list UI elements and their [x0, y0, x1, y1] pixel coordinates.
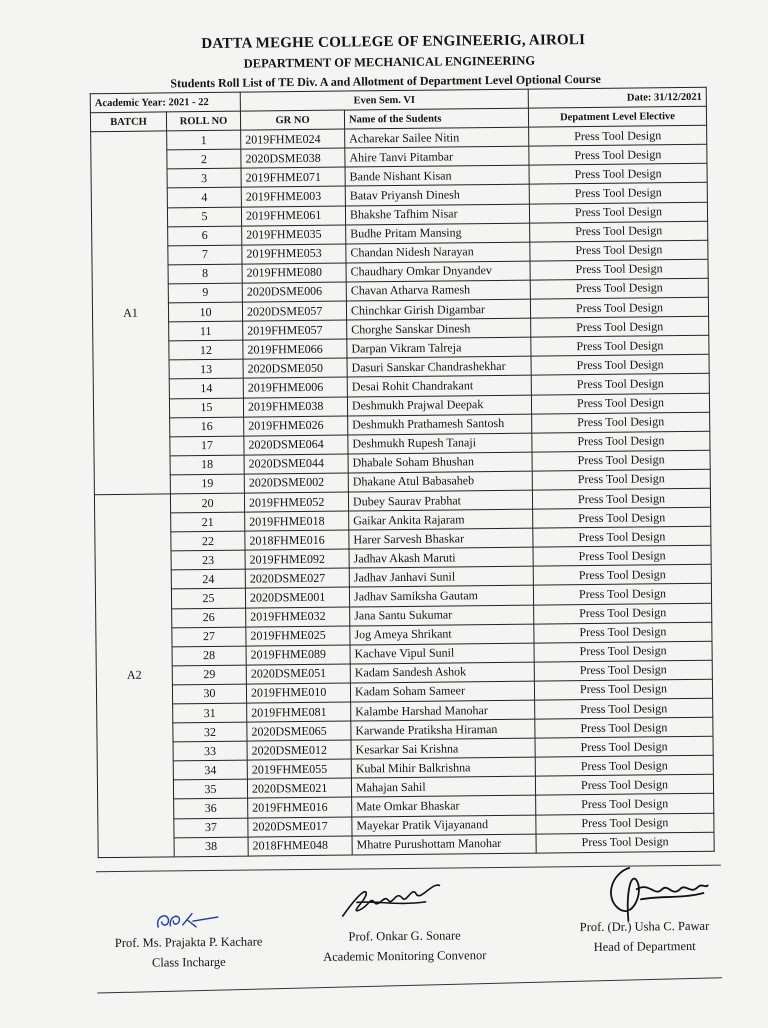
- student-name-cell: Gaikar Ankita Rajaram: [349, 509, 533, 530]
- elective-cell: Press Tool Design: [530, 240, 708, 261]
- bottom-divider: [97, 977, 722, 993]
- signatory-2-role: Academic Monitoring Convenor: [323, 948, 487, 964]
- elective-cell: Press Tool Design: [530, 221, 708, 242]
- gr-no-cell: 2019FHME089: [246, 645, 350, 665]
- roll-no-cell: 30: [172, 684, 246, 704]
- student-name-cell: Darpan Vikram Talreja: [347, 337, 531, 358]
- roll-no-cell: 2: [167, 149, 241, 169]
- elective-cell: Press Tool Design: [534, 603, 712, 624]
- gr-no-cell: 2019FHME092: [245, 549, 349, 569]
- elective-cell: Press Tool Design: [531, 355, 709, 376]
- roll-no-cell: 5: [167, 207, 241, 227]
- gr-no-cell: 2019FHME052: [244, 492, 348, 512]
- elective-cell: Press Tool Design: [535, 756, 713, 777]
- student-name-cell: Karwande Pratiksha Hiraman: [351, 719, 535, 740]
- gr-no-cell: 2019FHME057: [243, 320, 347, 340]
- gr-no-cell: 2019FHME055: [247, 759, 351, 779]
- batch-a1: A1: [91, 131, 171, 495]
- elective-cell: Press Tool Design: [534, 641, 712, 662]
- roll-no-cell: 36: [174, 799, 248, 819]
- roll-no-cell: 32: [173, 722, 247, 742]
- gr-no-cell: 2020DSME057: [242, 301, 346, 321]
- elective-cell: Press Tool Design: [533, 526, 711, 547]
- signatory-1-name: Prof. Ms. Prajakta P. Kachare: [114, 934, 263, 951]
- elective-cell: Press Tool Design: [535, 775, 713, 796]
- roll-no-cell: 21: [171, 512, 245, 532]
- elective-cell: Press Tool Design: [536, 832, 714, 853]
- elective-cell: Press Tool Design: [534, 679, 712, 700]
- elective-cell: Press Tool Design: [529, 202, 707, 223]
- student-name-cell: Kachave Vipul Sunil: [350, 643, 534, 664]
- gr-no-cell: 2020DSME001: [245, 587, 349, 607]
- col-name: Name of the Sudents: [344, 108, 528, 129]
- roll-no-cell: 19: [170, 474, 244, 494]
- gr-no-cell: 2020DSME027: [245, 568, 349, 588]
- roll-no-cell: 27: [172, 627, 246, 647]
- document-date: Date: 31/12/2021: [528, 87, 706, 108]
- student-name-cell: Kadam Sandesh Ashok: [350, 662, 534, 683]
- elective-cell: Press Tool Design: [534, 660, 712, 681]
- roll-no-cell: 34: [173, 760, 247, 780]
- gr-no-cell: 2020DSME012: [247, 740, 351, 760]
- elective-cell: Press Tool Design: [531, 374, 709, 395]
- gr-no-cell: 2019FHME035: [242, 225, 346, 245]
- gr-no-cell: 2020DSME044: [244, 454, 348, 474]
- gr-no-cell: 2019FHME006: [243, 377, 347, 397]
- roll-no-cell: 7: [168, 245, 242, 265]
- student-name-cell: Deshmukh Rupesh Tanaji: [348, 433, 532, 454]
- elective-cell: Press Tool Design: [535, 736, 713, 757]
- elective-cell: Press Tool Design: [532, 450, 710, 471]
- roll-no-cell: 38: [174, 837, 248, 857]
- elective-cell: Press Tool Design: [531, 393, 709, 414]
- semester: Even Sem. VI: [240, 89, 528, 111]
- elective-cell: Press Tool Design: [533, 545, 711, 566]
- roll-no-cell: 33: [173, 741, 247, 761]
- student-name-cell: Kubal Mihir Balkrishna: [351, 757, 535, 778]
- gr-no-cell: 2019FHME081: [247, 702, 351, 722]
- gr-no-cell: 2020DSME006: [242, 282, 346, 302]
- col-gr-no: GR NO: [240, 110, 344, 130]
- student-name-cell: Chinchkar Girish Digambar: [346, 299, 530, 320]
- roll-no-cell: 17: [170, 436, 244, 456]
- student-name-cell: Kadam Soham Sameer: [350, 681, 534, 702]
- gr-no-cell: 2019FHME071: [241, 167, 345, 187]
- elective-cell: Press Tool Design: [531, 316, 709, 337]
- student-name-cell: Harer Sarvesh Bhaskar: [349, 528, 533, 549]
- roll-no-cell: 23: [171, 550, 245, 570]
- signatory-3-role: Head of Department: [593, 938, 696, 954]
- elective-cell: Press Tool Design: [532, 469, 710, 490]
- elective-cell: Press Tool Design: [532, 431, 710, 452]
- roll-no-cell: 1: [167, 130, 241, 150]
- student-name-cell: Batav Priyansh Dinesh: [345, 185, 529, 206]
- elective-cell: Press Tool Design: [529, 145, 707, 166]
- elective-cell: Press Tool Design: [534, 622, 712, 643]
- gr-no-cell: 2019FHME026: [244, 416, 348, 436]
- gr-no-cell: 2019FHME024: [241, 129, 345, 149]
- roll-no-cell: 9: [168, 283, 242, 303]
- roll-no-cell: 25: [171, 589, 245, 609]
- elective-cell: Press Tool Design: [535, 698, 713, 719]
- col-elective: Depatment Level Elective: [528, 106, 706, 127]
- roll-no-cell: 22: [171, 531, 245, 551]
- elective-cell: Press Tool Design: [536, 813, 714, 834]
- roll-no-cell: 29: [172, 665, 246, 685]
- elective-cell: Press Tool Design: [533, 565, 711, 586]
- roll-no-cell: 24: [171, 569, 245, 589]
- signatory-2-name: Prof. Onkar G. Sonare: [348, 928, 461, 944]
- signature-pawar-icon: [600, 859, 711, 928]
- student-name-cell: Bhakshe Tafhim Nisar: [345, 204, 529, 225]
- student-name-cell: Dhakane Atul Babasaheb: [348, 471, 532, 492]
- student-name-cell: Kalambe Harshad Manohar: [351, 700, 535, 721]
- elective-cell: Press Tool Design: [531, 335, 709, 356]
- gr-no-cell: 2019FHME016: [248, 797, 352, 817]
- student-name-cell: Bande Nishant Kisan: [345, 166, 529, 187]
- student-name-cell: Kesarkar Sai Krishna: [351, 738, 535, 759]
- roll-no-cell: 15: [169, 398, 243, 418]
- elective-cell: Press Tool Design: [530, 297, 708, 318]
- roll-no-cell: 18: [170, 455, 244, 475]
- gr-no-cell: 2020DSME038: [241, 148, 345, 168]
- elective-cell: Press Tool Design: [530, 259, 708, 280]
- academic-year: Academic Year: 2021 - 22: [90, 92, 240, 113]
- student-name-cell: Jadhav Akash Maruti: [349, 547, 533, 568]
- elective-cell: Press Tool Design: [533, 584, 711, 605]
- gr-no-cell: 2019FHME025: [246, 626, 350, 646]
- roll-no-cell: 12: [169, 340, 243, 360]
- gr-no-cell: 2019FHME061: [241, 206, 345, 226]
- gr-no-cell: 2020DSME021: [247, 778, 351, 798]
- gr-no-cell: 2019FHME010: [246, 683, 350, 703]
- gr-no-cell: 2020DSME050: [243, 358, 347, 378]
- gr-no-cell: 2019FHME032: [246, 607, 350, 627]
- college-name: DATTA MEGHE COLLEGE OF ENGINEERIG, AIROLI: [201, 32, 586, 53]
- roll-no-cell: 13: [169, 359, 243, 379]
- roll-no-cell: 20: [170, 493, 244, 513]
- roll-no-cell: 35: [173, 779, 247, 799]
- signatory-2: [304, 928, 504, 965]
- student-name-cell: Budhe Pritam Mansing: [346, 223, 530, 244]
- student-name-cell: Chaudhary Omkar Dnyandev: [346, 261, 530, 282]
- col-batch: BATCH: [90, 112, 166, 132]
- student-name-cell: Dhabale Soham Bhushan: [348, 452, 532, 473]
- signature-kachare-icon: [152, 907, 222, 934]
- roll-no-cell: 10: [168, 302, 242, 322]
- elective-cell: Press Tool Design: [530, 278, 708, 299]
- student-name-cell: Deshmukh Prathamesh Santosh: [348, 414, 532, 435]
- roll-no-cell: 6: [168, 226, 242, 246]
- student-name-cell: Jadhav Samiksha Gautam: [349, 586, 533, 607]
- roll-no-cell: 3: [167, 169, 241, 189]
- gr-no-cell: 2020DSME064: [244, 435, 348, 455]
- signature-sonare-icon: [336, 872, 447, 925]
- signatory-1-role: Class Incharge: [151, 954, 226, 970]
- gr-no-cell: 2020DSME051: [246, 664, 350, 684]
- gr-no-cell: 2019FHME066: [243, 339, 347, 359]
- student-name-cell: Mahajan Sahil: [351, 776, 535, 797]
- student-name-cell: Chorghe Sanskar Dinesh: [347, 318, 531, 339]
- elective-cell: Press Tool Design: [535, 717, 713, 738]
- student-name-cell: Mate Omkar Bhaskar: [352, 796, 536, 817]
- gr-no-cell: 2019FHME038: [243, 397, 347, 417]
- signatory-3: [559, 919, 729, 956]
- elective-cell: Press Tool Design: [529, 164, 707, 185]
- gr-no-cell: 2018FHME016: [245, 530, 349, 550]
- roll-no-cell: 37: [174, 818, 248, 838]
- student-name-cell: Jana Santu Sukumar: [350, 605, 534, 626]
- signatory-1: [99, 934, 279, 971]
- student-name-cell: Dubey Saurav Prabhat: [348, 490, 532, 511]
- col-roll-no: ROLL NO: [166, 111, 240, 131]
- batch-a2: A2: [94, 494, 174, 858]
- roll-no-cell: 16: [170, 417, 244, 437]
- roll-no-cell: 11: [169, 321, 243, 341]
- roll-list-table: [90, 87, 715, 858]
- roll-no-cell: 8: [168, 264, 242, 284]
- student-name-cell: Chavan Atharva Ramesh: [346, 280, 530, 301]
- elective-cell: Press Tool Design: [532, 412, 710, 433]
- student-name-cell: Dasuri Sanskar Chandrashekhar: [347, 356, 531, 377]
- roll-no-cell: 28: [172, 646, 246, 666]
- elective-cell: Press Tool Design: [532, 488, 710, 509]
- gr-no-cell: 2018FHME048: [248, 836, 352, 856]
- roll-no-cell: 31: [173, 703, 247, 723]
- student-name-cell: Acharekar Sailee Nitin: [345, 127, 529, 148]
- student-name-cell: Jog Ameya Shrikant: [350, 624, 534, 645]
- gr-no-cell: 2019FHME003: [241, 187, 345, 207]
- gr-no-cell: 2019FHME053: [242, 244, 346, 264]
- elective-cell: Press Tool Design: [536, 794, 714, 815]
- student-name-cell: Deshmukh Prajwal Deepak: [347, 395, 531, 416]
- roll-no-cell: 26: [172, 608, 246, 628]
- elective-cell: Press Tool Design: [529, 125, 707, 146]
- gr-no-cell: 2020DSME065: [247, 721, 351, 741]
- student-name-cell: Chandan Nidesh Narayan: [346, 242, 530, 263]
- elective-cell: Press Tool Design: [533, 507, 711, 528]
- student-name-cell: Mayekar Pratik Vijayanand: [352, 815, 536, 836]
- gr-no-cell: 2020DSME017: [248, 817, 352, 837]
- student-name-cell: Ahire Tanvi Pitambar: [345, 146, 529, 167]
- student-name-cell: Desai Rohit Chandrakant: [347, 376, 531, 397]
- roll-no-cell: 14: [169, 379, 243, 399]
- roll-no-cell: 4: [167, 188, 241, 208]
- department-name: DEPARTMENT OF MECHANICAL ENGINEERING: [243, 53, 536, 71]
- student-name-cell: Jadhav Janhavi Sunil: [349, 566, 533, 587]
- elective-cell: Press Tool Design: [529, 183, 707, 204]
- document-subtitle: Students Roll List of TE Div. A and Allotment of Department Level Optional Course: [170, 71, 601, 91]
- gr-no-cell: 2019FHME018: [245, 511, 349, 531]
- gr-no-cell: 2020DSME002: [244, 473, 348, 493]
- student-name-cell: Mhatre Purushottam Manohar: [352, 834, 536, 855]
- signatory-3-name: Prof. (Dr.) Usha C. Pawar: [579, 918, 710, 935]
- gr-no-cell: 2019FHME080: [242, 263, 346, 283]
